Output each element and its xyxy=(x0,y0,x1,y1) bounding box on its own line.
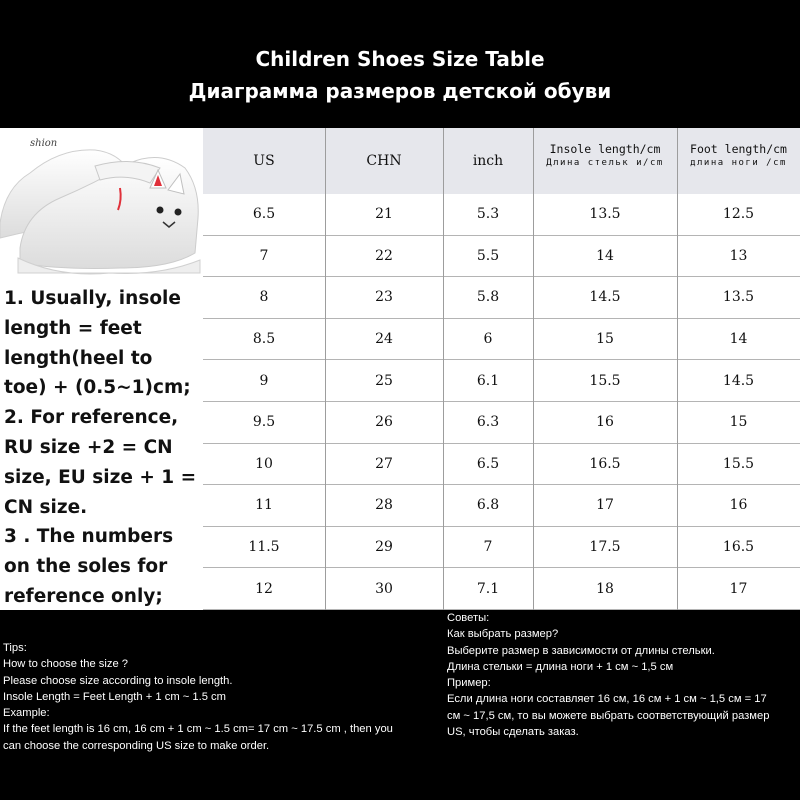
cell-insole: 15 xyxy=(596,331,614,348)
cell-foot: 16 xyxy=(729,497,748,514)
cell-insole: 13.5 xyxy=(589,206,621,223)
cell-chn: 21 xyxy=(375,206,393,223)
cell-chn: 26 xyxy=(375,414,393,431)
svg-text:shion: shion xyxy=(30,138,58,149)
cell-foot: 13.5 xyxy=(722,289,755,306)
tips-line: Пример: xyxy=(447,677,491,690)
shoe-image xyxy=(0,128,203,278)
cell-foot: 14.5 xyxy=(722,372,755,389)
header-insole-en: Insole length/cm xyxy=(549,142,661,156)
tips-english xyxy=(3,640,438,754)
cell-inch: 5.5 xyxy=(476,247,500,264)
note-line: 2. For reference, xyxy=(4,407,179,429)
cell-foot: 16.5 xyxy=(722,539,755,556)
table-row xyxy=(203,360,800,402)
tips-russian xyxy=(447,610,800,740)
header-chn: CHN xyxy=(366,153,402,169)
cell-chn: 30 xyxy=(375,580,393,597)
table-row xyxy=(203,236,800,278)
tips-line: Выберите размер в зависимости от длины стельки. xyxy=(447,644,715,657)
tips-line: Длина стельки = длина ноги + 1 см ~ 1,5 см xyxy=(447,660,674,673)
cell-insole: 17.5 xyxy=(589,539,621,556)
title-english: Children Shoes Size Table xyxy=(255,47,545,71)
note-line: reference only; xyxy=(4,585,163,607)
tips-line: см ~ 17,5 см, то вы можете выбрать соответствующий размер xyxy=(447,709,770,722)
cell-foot: 15.5 xyxy=(722,455,755,472)
cell-inch: 6.3 xyxy=(476,414,500,431)
cell-chn: 23 xyxy=(375,289,393,306)
cell-inch: 6.5 xyxy=(476,455,500,472)
note-line: RU size +2 = CN xyxy=(4,436,173,458)
table-row xyxy=(203,402,800,444)
cell-insole: 17 xyxy=(596,497,614,514)
cell-chn: 29 xyxy=(375,539,393,556)
header-insole-ru: Длина стельк и/cm xyxy=(546,158,664,168)
note-line: 3 . The numbers xyxy=(4,526,174,548)
note-line: on the soles for xyxy=(4,556,168,578)
cell-us: 12 xyxy=(255,580,273,597)
cell-us: 11 xyxy=(255,497,273,514)
header-inch: inch xyxy=(472,153,504,169)
note-line: size, EU size + 1 = xyxy=(4,466,197,488)
cell-us: 8.5 xyxy=(252,331,276,348)
table-row xyxy=(203,277,800,319)
cell-inch: 5.3 xyxy=(476,206,500,223)
size-table xyxy=(203,128,800,610)
tips-line: Please choose size according to insole length. xyxy=(3,674,233,687)
cell-foot: 14 xyxy=(729,331,748,348)
cell-chn: 24 xyxy=(375,331,393,348)
cell-inch: 6 xyxy=(483,331,493,348)
table-row xyxy=(203,568,800,610)
cell-insole: 18 xyxy=(596,580,614,597)
cell-insole: 16.5 xyxy=(589,455,621,472)
header-us: US xyxy=(253,153,275,169)
cell-us: 6.5 xyxy=(252,206,276,223)
cell-foot: 15 xyxy=(729,414,748,431)
cell-chn: 27 xyxy=(375,455,393,472)
column-divider xyxy=(533,128,534,610)
header-foot-ru: длина ноги /cm xyxy=(690,158,787,168)
tips-line: Если длина ноги составляет 16 см, 16 см + 1 см ~ 1,5 см = 17 xyxy=(447,693,767,706)
cell-inch: 6.1 xyxy=(476,372,500,389)
table-row xyxy=(203,444,800,486)
cell-inch: 5.8 xyxy=(476,289,500,306)
table-row xyxy=(203,527,800,569)
cell-insole: 16 xyxy=(596,414,614,431)
cell-foot: 12.5 xyxy=(722,206,755,223)
note-line: length = feet xyxy=(4,317,142,339)
tips-line: US, чтобы сделать заказ. xyxy=(447,726,579,739)
cell-inch: 7.1 xyxy=(476,580,500,597)
cell-insole: 15.5 xyxy=(589,372,621,389)
page-header xyxy=(0,0,800,128)
tips-line: Insole Length = Feet Length + 1 cm ~ 1.5 cm xyxy=(3,690,226,703)
tips-line: Example: xyxy=(3,707,50,720)
cell-inch: 6.8 xyxy=(476,497,500,514)
column-divider xyxy=(325,128,326,610)
cell-us: 9.5 xyxy=(252,414,276,431)
size-notes xyxy=(4,284,203,610)
cell-insole: 14 xyxy=(596,247,614,264)
column-divider xyxy=(443,128,444,610)
cell-chn: 25 xyxy=(375,372,393,389)
column-divider xyxy=(677,128,678,610)
tips-line: Как выбрать размер? xyxy=(447,628,559,641)
note-line: length(heel to xyxy=(4,347,153,369)
tips-line: can choose the corresponding US size to make order. xyxy=(3,739,270,752)
cell-chn: 28 xyxy=(375,497,393,514)
table-row xyxy=(203,194,800,236)
cell-foot: 13 xyxy=(729,247,748,264)
note-line: toe) + (0.5~1)cm; xyxy=(4,377,191,399)
cell-us: 7 xyxy=(259,247,269,264)
cell-insole: 14.5 xyxy=(589,289,621,306)
cell-inch: 7 xyxy=(483,539,493,556)
cell-us: 8 xyxy=(259,289,269,306)
header-insole xyxy=(533,128,677,194)
tips-line: How to choose the size ? xyxy=(3,658,128,671)
tips-line: If the feet length is 16 cm, 16 cm + 1 cm ~ 1.5 cm= 17 cm ~ 17.5 cm , then you xyxy=(3,723,393,736)
cell-us: 11.5 xyxy=(248,539,280,556)
tips-line: Tips: xyxy=(3,642,27,654)
title-russian: Диаграмма размеров детской обуви xyxy=(188,79,612,103)
note-line: 1. Usually, insole xyxy=(4,288,181,309)
cell-foot: 17 xyxy=(729,580,748,597)
cell-us: 9 xyxy=(259,372,269,389)
cell-chn: 22 xyxy=(375,247,393,264)
header-foot xyxy=(677,128,800,194)
table-row xyxy=(203,485,800,527)
note-line: CN size. xyxy=(4,496,88,518)
table-row xyxy=(203,319,800,361)
cell-us: 10 xyxy=(255,455,273,472)
tips-line: Советы: xyxy=(447,612,490,624)
left-panel xyxy=(0,128,203,610)
header-foot-en: Foot length/cm xyxy=(690,142,787,156)
